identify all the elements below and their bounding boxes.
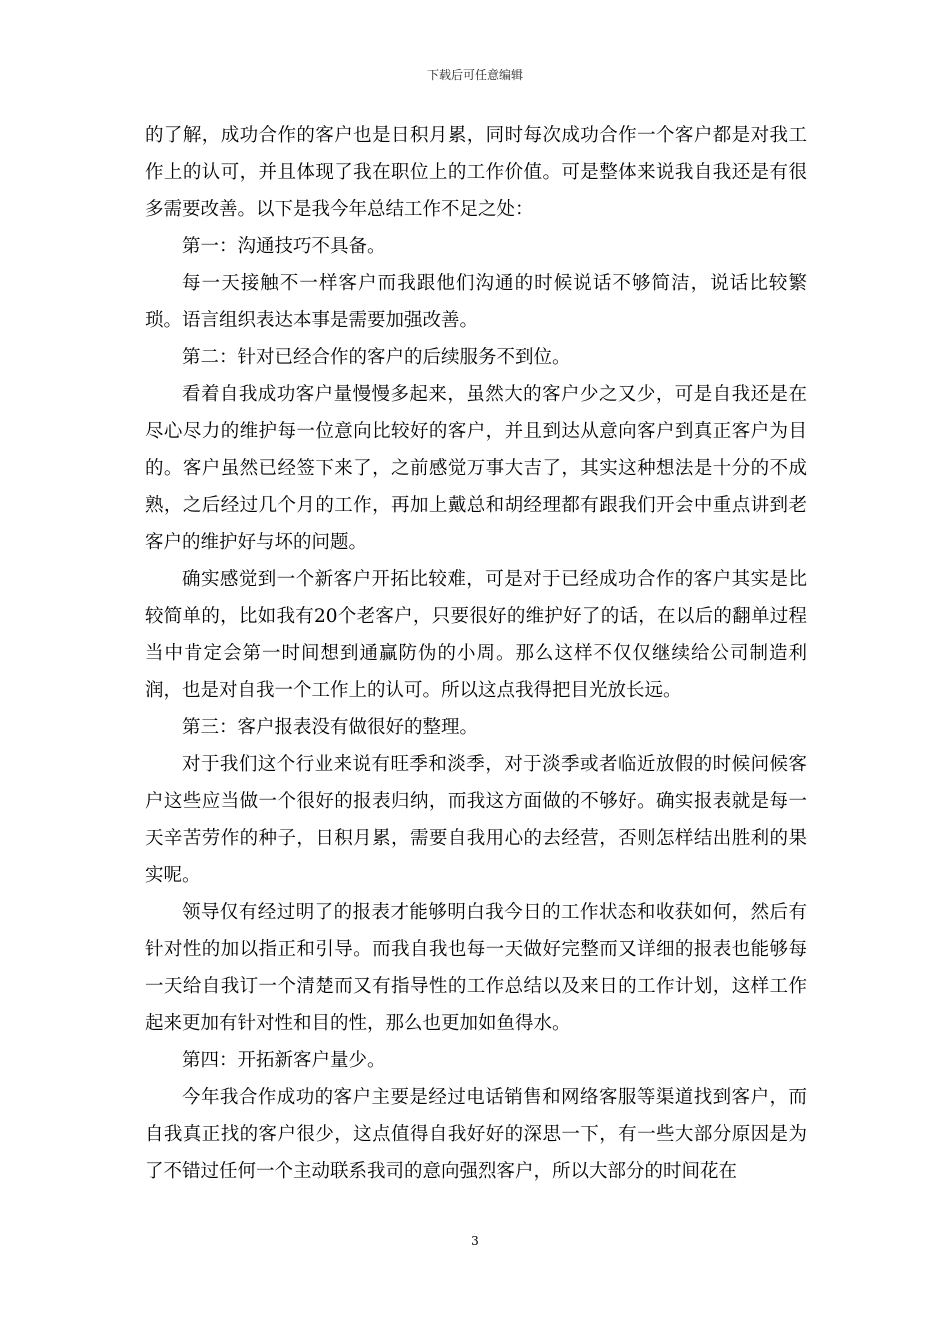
- paragraph: 每一天接触不一样客户而我跟他们沟通的时候说话不够简洁，说话比较繁琐。语言组织表达本事是需要加强改善。: [145, 273, 807, 331]
- paragraph: 确实感觉到一个新客户开拓比较难，可是对于已经成功合作的客户其实是比较简单的，比如我有20个老客户，只要很好的维护好了的话，在以后的翻单过程当中肯定会第一时间想到通赢防伪的小周。那么这样不仅仅继续给公司制造利润，也是对自我一个工作上的认可。所以这点我得把目光放长远。: [145, 569, 807, 701]
- paragraph: 对于我们这个行业来说有旺季和淡季，对于淡季或者临近放假的时候问候客户这些应当做一个很好的报表归纳，而我这方面做的不够好。确实报表就是每一天辛苦劳作的种子，日积月累，需要自我用心的去经营，否则怎样结出胜利的果实呢。: [145, 754, 807, 886]
- section-heading: 第四：开拓新客户量少。: [182, 1050, 386, 1071]
- section-heading: 第一：沟通技巧不具备。: [182, 236, 386, 257]
- page-header: 下载后可任意编辑: [426, 68, 523, 82]
- paragraph: 领导仅有经过明了的报表才能够明白我今日的工作状态和收获如何，然后有针对性的加以指正和引导。而我自我也每一天做好完整而又详细的报表也能够每一天给自我订一个清楚而又有指导性的工作总结以及来日的工作计划，这样工作起来更加有针对性和目的性，那么也更加如鱼得水。: [145, 902, 807, 1034]
- section-heading: 第三：客户报表没有做很好的整理。: [182, 717, 479, 738]
- paragraph: 今年我合作成功的客户主要是经过电话销售和网络客服等渠道找到客户，而自我真正找的客户很少，这点值得自我好好的深思一下，有一些大部分原因是为了不错过任何一个主动联系我司的意向强烈客户，所以大部分的时间花在: [145, 1087, 807, 1182]
- document-body: [145, 117, 807, 1190]
- paragraph: 的了解，成功合作的客户也是日积月累，同时每次成功合作一个客户都是对我工作上的认可，并且体现了我在职位上的工作价值。可是整体来说我自我还是有很多需要改善。以下是我今年总结工作不足之处：: [145, 125, 807, 220]
- page-number: 3: [471, 1234, 479, 1248]
- section-heading: 第二：针对已经合作的客户的后续服务不到位。: [182, 347, 571, 368]
- paragraph: 看着自我成功客户量慢慢多起来，虽然大的客户少之又少，可是自我还是在尽心尽力的维护每一位意向比较好的客户，并且到达从意向客户到真正客户为目的。客户虽然已经签下来了，之前感觉万事大吉了，其实这种想法是十分的不成熟，之后经过几个月的工作，再加上戴总和胡经理都有跟我们开会中重点讲到老客户的维护好与坏的问题。: [145, 384, 807, 553]
